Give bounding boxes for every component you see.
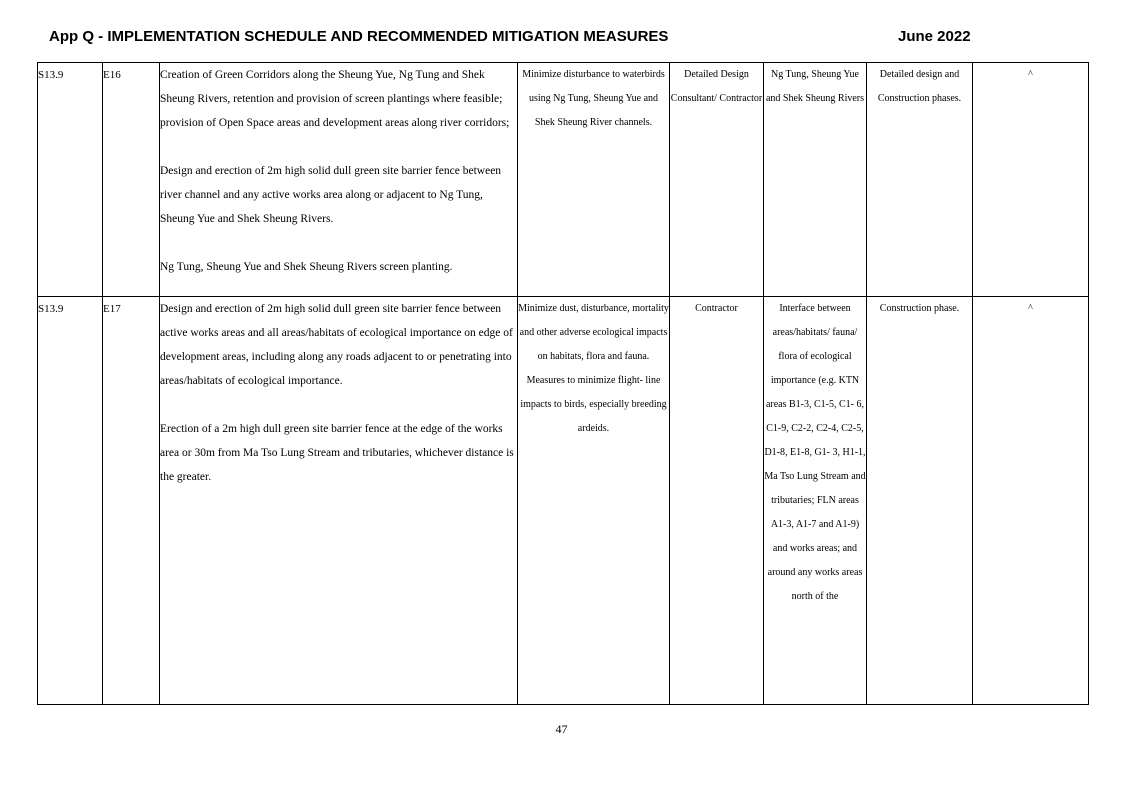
measure-paragraph: Erection of a 2m high dull green site barrier fence at the edge of the works area or 30m from Ma Tso Lung Stream and tributaries, whichever distance is the greater.: [160, 423, 514, 483]
table-row: [38, 63, 1089, 297]
implementation-schedule-table: [37, 62, 1089, 705]
status-cell: ^: [973, 297, 1089, 705]
timing-cell: Detailed design and Construction phases.: [867, 63, 973, 297]
measure-id-cell: E16: [103, 63, 160, 297]
objectives-cell: Minimize dust, disturbance, mortality and other adverse ecological impacts on habitats, flora and fauna. Measures to minimize flight- line impacts to birds, especially breeding ardeids.: [518, 297, 670, 705]
location-cell: Ng Tung, Sheung Yue and Shek Sheung Rivers: [764, 63, 867, 297]
measure-paragraph: Ng Tung, Sheung Yue and Shek Sheung Rivers screen planting.: [160, 261, 453, 273]
table-row: [38, 297, 1089, 705]
measure-paragraph: Design and erection of 2m high solid dull green site barrier fence between active works areas and all areas/habitats of ecological importance on edge of development areas, including along any roads adjacent to or penetrating into areas/habitats of ecological importance.: [160, 303, 513, 387]
measure-id-cell: E17: [103, 297, 160, 705]
location-cell: Interface between areas/habitats/ fauna/ flora of ecological importance (e.g. KTN areas B1-3, C1-5, C1- 6, C1-9, C2-2, C2-4, C2-5, D1-8, E1-8, G1- 3, H1-1, Ma Tso Lung Stream and tributaries; FLN areas A1-3, A1-7 and A1-9) and works areas; and around any works areas north of the: [764, 297, 867, 705]
measures-cell: [160, 297, 518, 705]
header-date: June 2022: [898, 28, 971, 45]
page-title: App Q - IMPLEMENTATION SCHEDULE AND RECOMMENDED MITIGATION MEASURES: [49, 28, 669, 45]
measure-paragraph: Creation of Green Corridors along the Sheung Yue, Ng Tung and Shek Sheung Rivers, retention and provision of screen plantings where feasible; provision of Open Space areas and development areas along river corridors;: [160, 69, 510, 129]
timing-cell: Construction phase.: [867, 297, 973, 705]
agent-cell: Contractor: [670, 297, 764, 705]
measures-cell: [160, 63, 518, 297]
measure-paragraph: Design and erection of 2m high solid dull green site barrier fence between river channel and any active works area along or adjacent to Ng Tung, Sheung Yue and Shek Sheung Rivers.: [160, 165, 502, 225]
agent-cell: Detailed Design Consultant/ Contractor: [670, 63, 764, 297]
objectives-cell: Minimize disturbance to waterbirds using Ng Tung, Sheung Yue and Shek Sheung River channels.: [518, 63, 670, 297]
page-number: 47: [555, 722, 568, 736]
ref-cell: S13.9: [38, 297, 103, 705]
status-cell: ^: [973, 63, 1089, 297]
ref-cell: S13.9: [38, 63, 103, 297]
